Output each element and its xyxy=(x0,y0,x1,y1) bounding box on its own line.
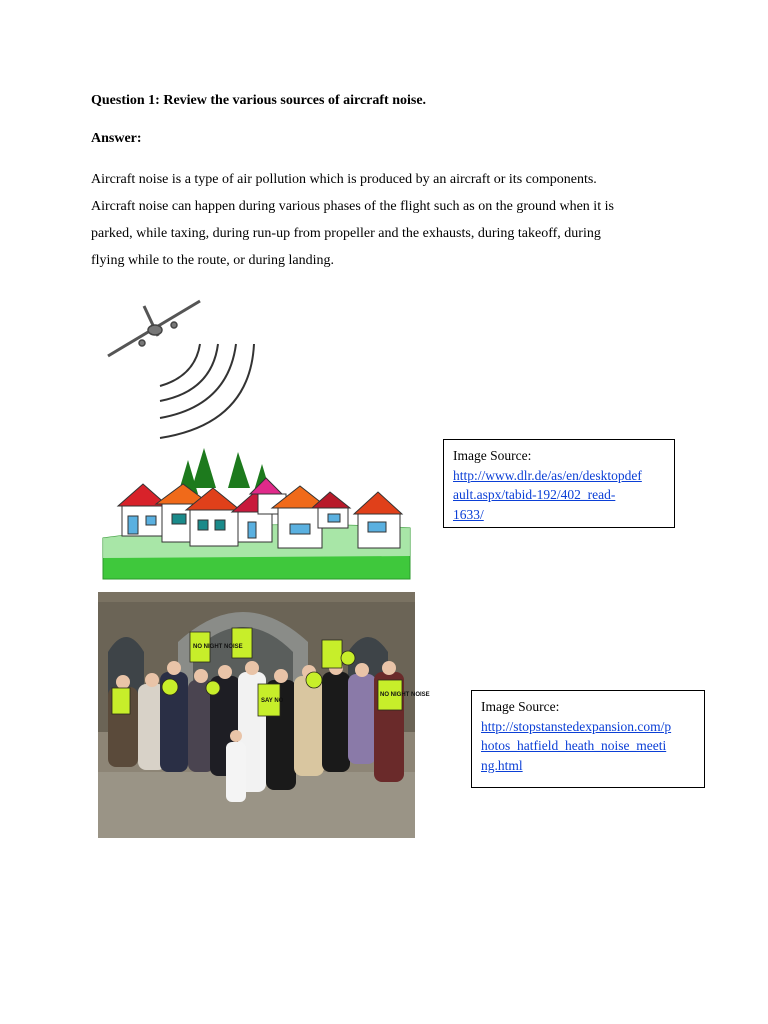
image-source-box-2 xyxy=(471,690,705,788)
image-source-label: Image Source: xyxy=(453,448,532,463)
link-line[interactable]: ng.html xyxy=(481,757,523,773)
image-source-link[interactable] xyxy=(481,717,695,776)
link-line[interactable]: 1633/ xyxy=(453,506,484,522)
link-line[interactable]: ault.aspx/tabid-192/402_read- xyxy=(453,487,616,502)
aircraft-noise-illustration xyxy=(100,296,415,586)
link-line[interactable]: http://stopstanstedexpansion.com/p xyxy=(481,718,672,734)
image-source-link[interactable] xyxy=(453,466,665,525)
airplane-icon xyxy=(108,301,200,356)
sign-label-1: NO NIGHT NOISE xyxy=(193,644,243,650)
sign-label-3: NO NIGHT NOISE xyxy=(380,692,430,698)
paragraph-line: parked, while taxing, during run-up from propeller and the exhausts, during takeoff, during xyxy=(91,226,601,241)
link-line[interactable]: http://www.dlr.de/as/en/desktopdef xyxy=(453,467,642,483)
image-source-label: Image Source: xyxy=(481,699,560,714)
link-line[interactable]: hotos_hatfield_heath_noise_meeti xyxy=(481,738,667,753)
protest-photo xyxy=(98,592,430,838)
sound-waves xyxy=(160,344,254,438)
paragraph-line: Aircraft noise is a type of air pollution which is produced by an aircraft or its components. xyxy=(91,172,597,187)
question-heading: Question 1: Review the various sources of aircraft noise. xyxy=(91,93,427,108)
paragraph-line: flying while to the route, or during landing. xyxy=(91,253,335,268)
sign-label-2: SAY NO xyxy=(261,698,284,704)
answer-label: Answer: xyxy=(91,131,142,146)
paragraph-line: Aircraft noise can happen during various phases of the flight such as on the ground when it is xyxy=(91,199,614,214)
image-source-box-1 xyxy=(443,439,675,528)
answer-paragraph xyxy=(91,166,691,274)
